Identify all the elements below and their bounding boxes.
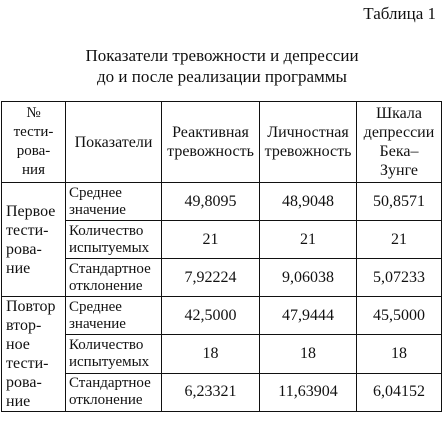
table-row bbox=[2, 259, 442, 297]
value-cell: 6,04152 bbox=[357, 373, 442, 411]
value-cell: 7,92224 bbox=[162, 259, 260, 297]
group-label-repeated-testing: Повтор втор- ное тести- рова- ние bbox=[2, 297, 66, 412]
table-row bbox=[2, 335, 442, 373]
header-row bbox=[2, 102, 442, 183]
indicator-cell: Среднее значение bbox=[66, 183, 162, 221]
results-table bbox=[1, 101, 442, 412]
value-cell: 18 bbox=[260, 335, 357, 373]
header-personal-anxiety: Личностная тревожность bbox=[260, 102, 357, 183]
value-cell: 49,8095 bbox=[162, 183, 260, 221]
value-cell: 18 bbox=[162, 335, 260, 373]
table-row bbox=[2, 183, 442, 221]
value-cell: 21 bbox=[162, 221, 260, 259]
value-cell: 21 bbox=[260, 221, 357, 259]
indicator-cell: Стандартное отклонение bbox=[66, 259, 162, 297]
indicator-cell: Стандартное отклонение bbox=[66, 373, 162, 411]
value-cell: 48,9048 bbox=[260, 183, 357, 221]
indicator-cell: Количество испытуемых bbox=[66, 221, 162, 259]
value-cell: 50,8571 bbox=[357, 183, 442, 221]
value-cell: 11,63904 bbox=[260, 373, 357, 411]
table-row bbox=[2, 373, 442, 411]
value-cell: 6,23321 bbox=[162, 373, 260, 411]
indicator-cell: Среднее значение bbox=[66, 297, 162, 335]
value-cell: 9,06038 bbox=[260, 259, 357, 297]
group-label-first-testing: Первое тести- рова- ние bbox=[2, 183, 66, 297]
value-cell: 21 bbox=[357, 221, 442, 259]
table-caption-line-1: Показатели тревожности и депрессии bbox=[85, 46, 359, 65]
header-indicators: Показатели bbox=[66, 102, 162, 183]
value-cell: 18 bbox=[357, 335, 442, 373]
value-cell: 5,07233 bbox=[357, 259, 442, 297]
table-number: Таблица 1 bbox=[363, 4, 436, 23]
header-depression-scale: Шкала депрессии Бека– Зунге bbox=[357, 102, 442, 183]
table-caption-line-2: до и после реализации программы bbox=[97, 67, 347, 86]
value-cell: 42,5000 bbox=[162, 297, 260, 335]
table-row bbox=[2, 221, 442, 259]
header-reactive-anxiety: Реактивная тревожность bbox=[162, 102, 260, 183]
value-cell: 47,9444 bbox=[260, 297, 357, 335]
value-cell: 45,5000 bbox=[357, 297, 442, 335]
table-row bbox=[2, 297, 442, 335]
header-testing-number: № тести- рова- ния bbox=[2, 102, 66, 183]
indicator-cell: Количество испытуемых bbox=[66, 335, 162, 373]
